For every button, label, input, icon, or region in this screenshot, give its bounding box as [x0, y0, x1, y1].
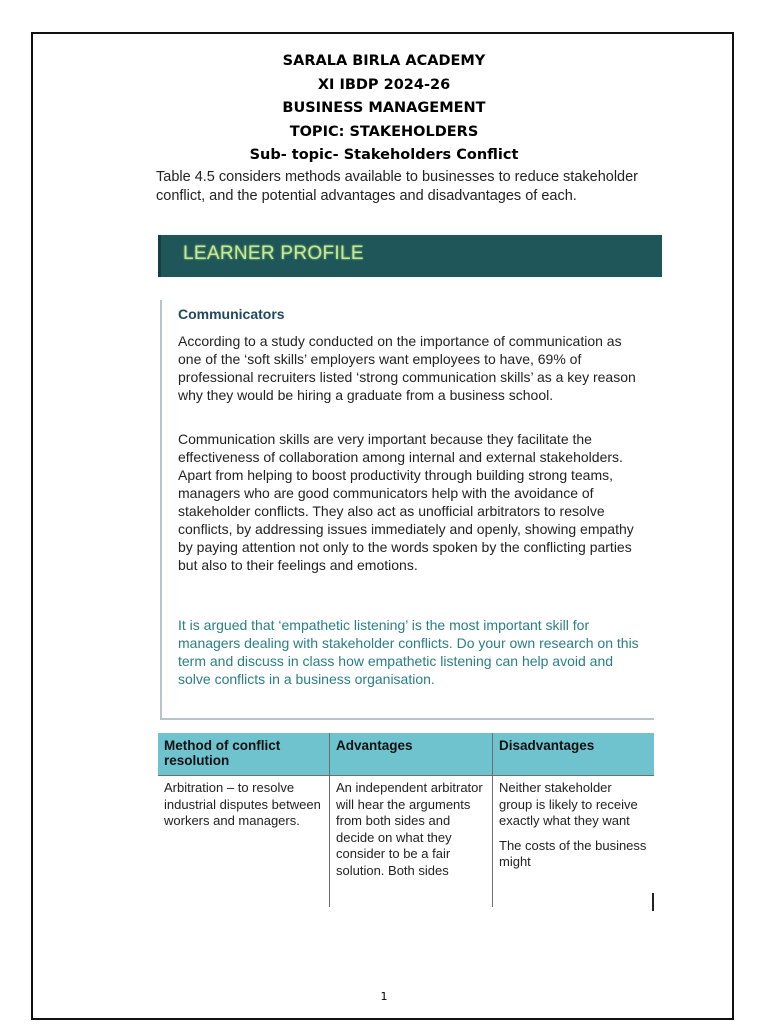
school-name: SARALA BIRLA ACADEMY [282, 53, 486, 69]
table-divider [158, 775, 654, 776]
table-divider [492, 733, 493, 907]
learner-profile-title: Communicators [178, 306, 285, 322]
learner-profile-paragraph-1: According to a study conducted on the importance of communication as one of the ‘soft skills’ employers want employees to have, 69% of professional recruiters listed ‘strong communication skills’ as a key reason why they would be hiring a graduate from a business school. [178, 333, 636, 403]
disadvantage-item-1: Neither stakeholder group is likely to receive exactly what they want [499, 780, 638, 828]
disadvantage-item-2: The costs of the business might [499, 837, 647, 869]
table-header-advantages: Advantages [330, 733, 493, 775]
intro-text: Table 4.5 considers methods available to businesses to reduce stakeholder conflict, and the potential advantages and disadvantages of each. [156, 169, 639, 204]
subject-line: BUSINESS MANAGEMENT [282, 100, 486, 116]
table-cell-method: Arbitration – to resolve industrial disputes between workers and managers. [164, 780, 321, 828]
table-cell-advantage: An independent arbitrator will hear the arguments from both sides and decide on what they consider to be a fair solution. Both sides [336, 780, 483, 878]
page-number: 1 [380, 990, 388, 1003]
conflict-resolution-table [158, 733, 654, 907]
text-cursor [652, 893, 654, 911]
learner-profile-paragraph-2: Communication skills are very important because they facilitate the effectiveness of collaboration among internal and external stakeholders. Apart from helping to boost productivity through building strong teams, managers who are good communicators help with the avoidance of stakeholder conflicts. They also act as unofficial arbitrators to resolve conflicts, by addressing issues immediately and openly, showing empathy by paying attention not only to the words spoken by the conflicting parties but also to their feelings and emotions. [178, 431, 634, 573]
table-cell-disadvantages [493, 775, 654, 907]
topic-line: TOPIC: STAKEHOLDERS [289, 123, 479, 140]
batch-line: XI IBDP 2024-26 [317, 76, 451, 93]
table-divider [329, 733, 330, 907]
document-header [0, 50, 768, 168]
table-header-method: Method of conflict resolution [158, 733, 330, 775]
learner-profile-banner [158, 235, 662, 277]
banner-label: LEARNER PROFILE [183, 243, 364, 264]
learner-profile-paragraph-3: It is argued that ‘empathetic listening’ is the most important skill for managers dealing with stakeholder conflicts. Do your own research on this term and discuss in class how empathetic listening can help avoid and solve conflicts in a business organisation. [178, 617, 639, 687]
table-header-disadvantages: Disadvantages [493, 733, 654, 775]
subtopic-line: Sub- topic- Stakeholders Conflict [249, 147, 519, 163]
